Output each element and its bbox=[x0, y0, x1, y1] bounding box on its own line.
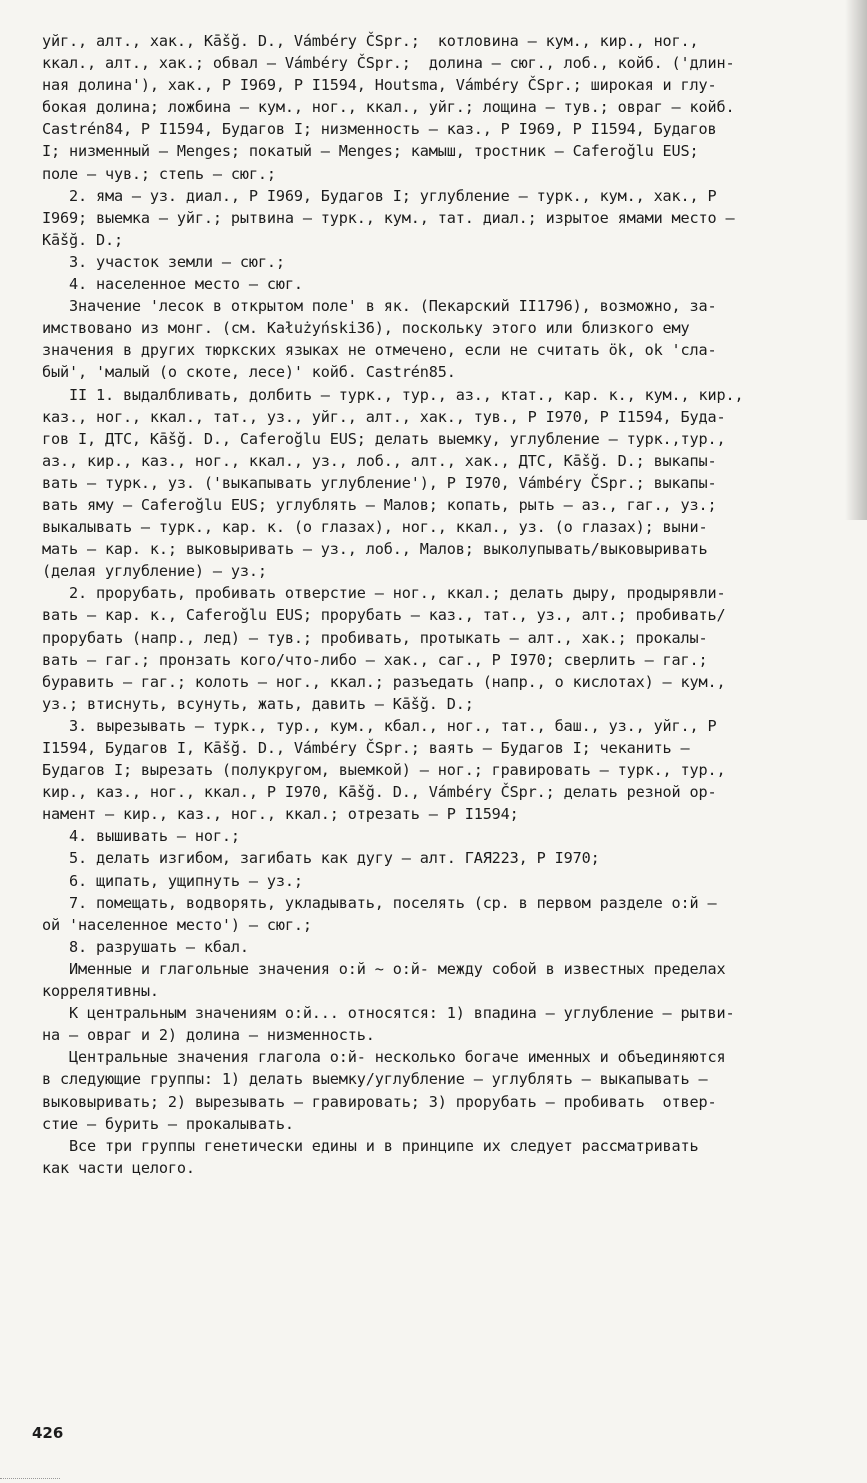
text-line: Значение 'лесок в открытом поле' в як. (Пекарский II1796), возможно, за- bbox=[42, 297, 717, 316]
text-line: 3. участок земли – сюг.; bbox=[42, 252, 285, 271]
text-line: Будагов I; вырезать (полукругом, выемкой) – ног.; гравировать – турк., тур., bbox=[42, 761, 726, 780]
text-line: 3. вырезывать – турк., тур., кум., кбал., ног., тат., баш., уз., уйг., Р bbox=[42, 716, 717, 735]
text-line: значения в других тюркских языках не отмечено, если не считать ök, ok 'сла- bbox=[42, 341, 717, 360]
text-line: имствовано из монг. (см. Kałużyński36), поскольку этого или близкого ему bbox=[42, 319, 690, 338]
text-line: Kāšğ. D.; bbox=[42, 230, 123, 249]
text-line: ккал., алт., хак.; обвал – Vámbéry ČSpr.; долина – сюг., лоб., койб. ('длин- bbox=[42, 54, 735, 73]
dictionary-entry-text bbox=[42, 30, 848, 1179]
text-line: мать – кар. к.; выковыривать – уз., лоб., Малов; выколупывать/выковыривать bbox=[42, 540, 708, 559]
text-line: Все три группы генетически едины и в принципе их следует рассматривать bbox=[42, 1136, 699, 1155]
text-line: 5. делать изгибом, загибать как дугу – алт. ГАЯ223, Р I970; bbox=[42, 849, 600, 868]
text-line: Именные и глагольные значения о:й ~ о:й- между собой в известных пределах bbox=[42, 959, 726, 978]
text-line: 8. разрушать – кбал. bbox=[42, 937, 249, 956]
text-line: выкалывать – турк., кар. к. (о глазах), ног., ккал., уз. (о глазах); выни- bbox=[42, 518, 708, 537]
text-line: ная долина'), хак., Р I969, Р I1594, Houtsma, Vámbéry ČSpr.; широкая и глу- bbox=[42, 76, 717, 95]
text-line: вать – турк., уз. ('выкапывать углубление'), Р I970, Vámbéry ČSpr.; выкапы- bbox=[42, 473, 717, 492]
page-number: 426 bbox=[32, 1424, 64, 1442]
text-line: поле – чув.; степь – сюг.; bbox=[42, 164, 276, 183]
text-line: 4. вышивать – ног.; bbox=[42, 827, 240, 846]
text-line: вать – кар. к., Caferoğlu EUS; прорубать – каз., тат., уз., алт.; пробивать/ bbox=[42, 606, 726, 625]
text-line: I1594, Будагов I, Kāšğ. D., Vámbéry ČSpr.; ваять – Будагов I; чеканить – bbox=[42, 739, 690, 757]
text-line: 7. помещать, водворять, укладывать, поселять (ср. в первом разделе о:й – bbox=[42, 893, 717, 912]
text-line: вать яму – Caferoğlu EUS; углублять – Малов; копать, рыть – аз., гаг., уз.; bbox=[42, 495, 717, 514]
text-line: 4. населенное место – сюг. bbox=[42, 275, 303, 294]
text-line: бокая долина; ложбина – кум., ног., ккал., уйг.; лощина – тув.; овраг – койб. bbox=[42, 98, 735, 117]
text-line: гов I, ДТС, Kāšğ. D., Caferoğlu EUS; делать выемку, углубление – турк.,тур., bbox=[42, 429, 726, 448]
text-line: выковыривать; 2) вырезывать – гравировать; 3) прорубать – пробивать отвер- bbox=[42, 1092, 717, 1111]
text-line: кир., каз., ног., ккал., Р I970, Kāšğ. D., Vámbéry ČSpr.; делать резной ор- bbox=[42, 783, 717, 802]
text-line: Центральные значения глагола о:й- несколько богаче именных и объединяются bbox=[42, 1048, 726, 1067]
scan-footer-mark bbox=[0, 1476, 60, 1479]
text-line: стие – бурить – прокалывать. bbox=[42, 1114, 294, 1133]
text-line: коррелятивны. bbox=[42, 982, 159, 1001]
text-line: прорубать (напр., лед) – тув.; пробивать, протыкать – алт., хак.; прокалы- bbox=[42, 628, 708, 647]
text-line: уйг., алт., хак., Kāšğ. D., Vámbéry ČSpr.; котловина – кум., кир., ног., bbox=[42, 32, 699, 50]
text-line: на – овраг и 2) долина – низменность. bbox=[42, 1026, 375, 1045]
text-line: уз.; втиснуть, всунуть, жать, давить – Kāšğ. D.; bbox=[42, 694, 474, 713]
text-line: как части целого. bbox=[42, 1158, 195, 1177]
text-line: вать – гаг.; пронзать кого/что-либо – хак., саг., Р I970; сверлить – гаг.; bbox=[42, 650, 708, 669]
text-line: в следующие группы: 1) делать выемку/углубление – углублять – выкапывать – bbox=[42, 1070, 708, 1089]
text-line: каз., ног., ккал., тат., уз., уйг., алт., хак., тув., Р I970, Р I1594, Буда- bbox=[42, 407, 726, 426]
text-line: I; низменный – Menges; покатый – Menges; камыш, тростник – Caferoğlu EUS; bbox=[42, 142, 699, 161]
text-line: (делая углубление) – уз.; bbox=[42, 562, 267, 581]
text-line: Castrén84, Р I1594, Будагов I; низменность – каз., Р I969, Р I1594, Будагов bbox=[42, 120, 717, 139]
scan-edge-shadow bbox=[845, 0, 867, 520]
text-line: ой 'населенное место') – сюг.; bbox=[42, 915, 312, 934]
text-line: II 1. выдалбливать, долбить – турк., тур., аз., ктат., кар. к., кум., кир., bbox=[42, 385, 744, 404]
text-line: 6. щипать, ущипнуть – уз.; bbox=[42, 871, 303, 890]
text-line: 2. яма – уз. диал., Р I969, Будагов I; углубление – турк., кум., хак., Р bbox=[42, 186, 717, 205]
text-line: аз., кир., каз., ног., ккал., уз., лоб., алт., хак., ДТС, Kāšğ. D.; выкапы- bbox=[42, 451, 717, 470]
text-line: К центральным значениям о:й... относятся: 1) впадина – углубление – рытви- bbox=[42, 1004, 735, 1023]
text-line: буравить – гаг.; колоть – ног., ккал.; разъедать (напр., о кислотах) – кум., bbox=[42, 672, 726, 691]
text-line: намент – кир., каз., ног., ккал.; отрезать – Р I1594; bbox=[42, 805, 519, 824]
text-line: бый', 'малый (о скоте, лесе)' койб. Castrén85. bbox=[42, 363, 456, 382]
text-line: 2. прорубать, пробивать отверстие – ног., ккал.; делать дыру, продырявли- bbox=[42, 584, 726, 603]
text-line: I969; выемка – уйг.; рытвина – турк., кум., тат. диал.; изрытое ямами место – bbox=[42, 208, 735, 227]
